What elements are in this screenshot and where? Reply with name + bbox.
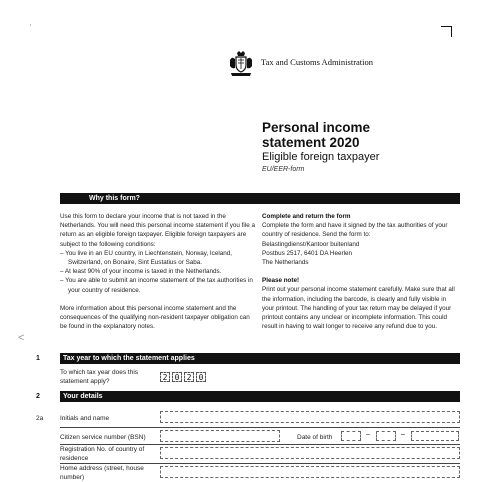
address-line: Belastingdienst/Kantoor buitenland <box>262 240 360 248</box>
agency-name: Tax and Customs Administration <box>261 57 374 67</box>
side-arrow-mark: < <box>18 332 25 344</box>
corner-crop-mark <box>441 26 452 37</box>
section-1-heading: Tax year to which the statement applies <box>63 354 195 362</box>
form-title <box>262 120 370 150</box>
dob-month-field[interactable] <box>376 431 396 441</box>
home-address-field[interactable] <box>160 466 460 478</box>
dob-day-field[interactable] <box>341 431 361 441</box>
section-2-heading: Your details <box>63 392 103 400</box>
year-digit-1[interactable]: 2 <box>160 372 170 382</box>
year-digit-3[interactable]: 2 <box>184 372 194 382</box>
row-2a-label: 2a <box>36 415 44 422</box>
dob-label: Date of birth <box>297 434 333 441</box>
condition-item: – You live in an EU country, in Liechtenstein, Norway, Iceland, Switzerland, on Bonaire, Sint Eustatius or Saba. <box>60 249 232 267</box>
initials-label: Initials and name <box>60 415 110 422</box>
intro-text: Use this form to declare your income that is not taxed in the Netherlands. You will need this personal income statement if you file a return as an eligible foreign taxpayer. Eligible foreign taxpayers are subject to the following conditions: <box>60 213 255 248</box>
title-line-2: statement 2020 <box>262 135 360 150</box>
tax-year-input[interactable] <box>160 372 206 382</box>
more-info-text: More information about this personal income statement and the consequences of the qualifying non-resident taxpayer obligation can be found in the explanatory notes. <box>60 304 250 331</box>
section-2-number: 2 <box>36 393 40 400</box>
dob-separator: – <box>401 431 405 438</box>
address-line: Postbus 2517, 6401 DA Heerlen <box>262 249 352 257</box>
tax-year-question: To which tax year does this statement apply? <box>60 369 139 385</box>
section-1-bar <box>60 353 460 364</box>
note-text: Print out your personal income statement carefully. Make sure that all the information, including the barcode, is clearly and fully visible in your printout. The handling of your tax return may be delayed if your printout contains any unclear or incomplete information. This could result in having to wait longer to receive any refund due to you. <box>262 286 455 331</box>
note-heading: Please note! <box>262 277 300 285</box>
form-code: EU/EER-form <box>262 166 305 173</box>
form-subtitle: Eligible foreign taxpayer <box>262 151 380 163</box>
dob-year-field[interactable] <box>411 431 459 441</box>
complete-text: Complete the form and have it signed by the tax authorities of your country of residence. Send the form to: <box>262 222 448 239</box>
year-digit-4[interactable]: 0 <box>196 372 206 382</box>
why-section-bar <box>60 193 460 204</box>
row-divider <box>60 427 460 428</box>
scan-mark <box>30 24 31 26</box>
registration-label: Registration No. of country of residence <box>60 446 145 462</box>
year-digit-2[interactable]: 0 <box>172 372 182 382</box>
bsn-field[interactable] <box>160 430 280 442</box>
condition-item: – At least 90% of your income is taxed in the Netherlands. <box>60 268 222 276</box>
initials-name-field[interactable] <box>160 411 460 423</box>
home-address-label: Home address (street, house number) <box>60 465 144 481</box>
conditions-list <box>60 249 255 295</box>
complete-heading: Complete and return the form <box>262 213 351 220</box>
dob-separator: – <box>366 431 370 438</box>
registration-field[interactable] <box>160 447 460 459</box>
royal-crest-logo <box>228 50 254 78</box>
why-right-column <box>262 212 460 331</box>
condition-item: – You are able to submit an income statement of the tax authorities in your country of residence. <box>60 277 253 294</box>
why-section-heading: Why this form? <box>89 194 140 202</box>
section-1-number: 1 <box>36 355 40 362</box>
section-2-bar <box>60 391 460 402</box>
why-left-column <box>60 212 255 331</box>
title-line-1: Personal income <box>262 120 371 135</box>
address-line: The Netherlands <box>262 259 309 267</box>
bsn-label: Citizen service number (BSN) <box>60 434 146 441</box>
